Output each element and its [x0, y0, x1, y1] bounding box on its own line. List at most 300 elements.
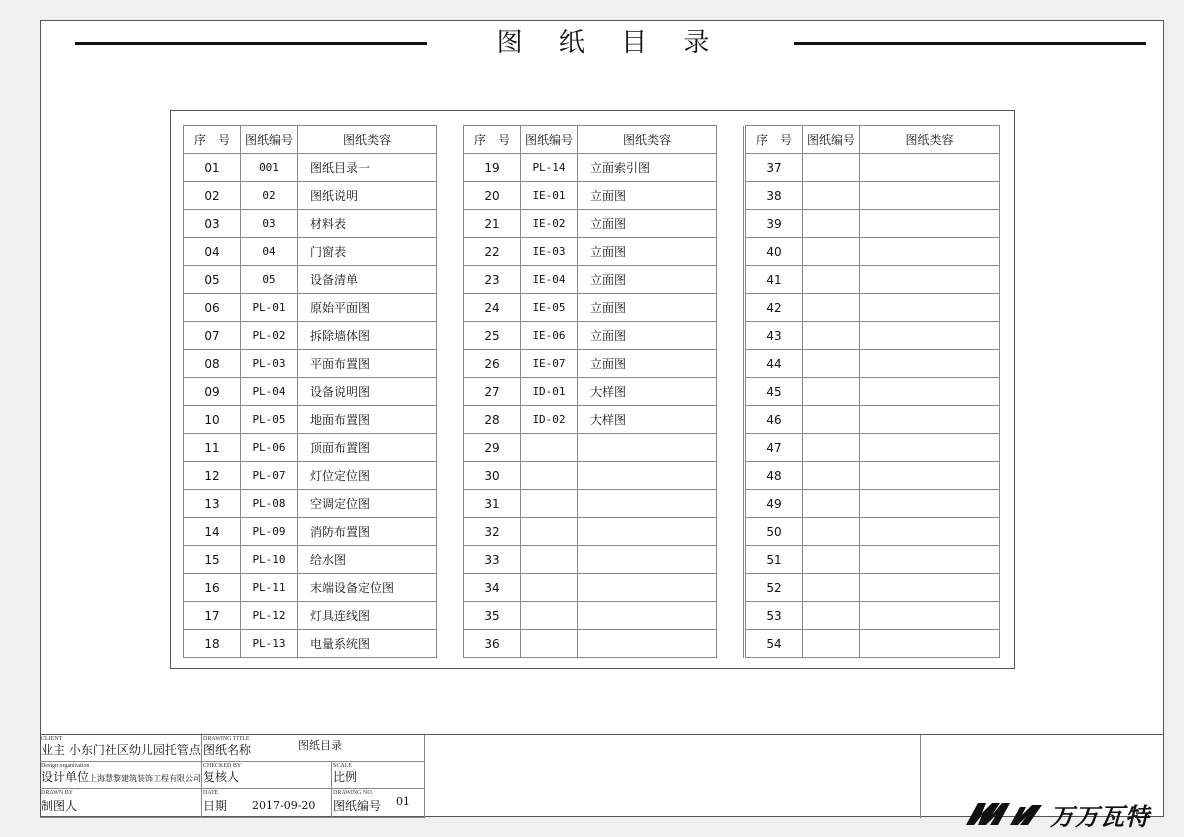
table-row — [464, 350, 744, 378]
seq-cell: 13 — [184, 490, 241, 518]
header-name: 图纸类容 — [860, 126, 1000, 154]
name-cell — [860, 462, 1000, 490]
code-cell: PL-03 — [241, 350, 298, 378]
table-row — [464, 518, 744, 546]
drawing-title-value: 图纸目录 — [298, 739, 342, 752]
column-gap — [717, 546, 744, 574]
column-gap — [717, 154, 744, 182]
column-gap — [717, 322, 744, 350]
name-cell: 立面图 — [578, 210, 717, 238]
table-row — [464, 266, 744, 294]
code-cell: PL-13 — [241, 630, 298, 658]
seq-cell: 04 — [184, 238, 241, 266]
seq-cell: 28 — [464, 406, 521, 434]
seq-cell: 51 — [746, 546, 803, 574]
column-gap — [717, 126, 744, 154]
design-org-label: 设计单位上海慧黎建筑装饰工程有限公司 — [41, 770, 202, 784]
name-cell — [578, 602, 717, 630]
name-cell: 材料表 — [298, 210, 437, 238]
name-cell: 设备清单 — [298, 266, 437, 294]
table-row — [184, 434, 464, 462]
code-cell — [803, 434, 860, 462]
table-row — [184, 378, 464, 406]
client-cell — [40, 735, 202, 762]
table-row — [746, 378, 1000, 406]
column-gap — [717, 490, 744, 518]
table-row — [464, 602, 744, 630]
table-row — [746, 462, 1000, 490]
name-cell: 消防布置图 — [298, 518, 437, 546]
table-row — [184, 574, 464, 602]
column-gap — [437, 182, 464, 210]
seq-cell: 22 — [464, 238, 521, 266]
mw-logo-icon — [964, 801, 1044, 827]
name-cell — [860, 378, 1000, 406]
column-gap — [437, 210, 464, 238]
header-code: 图纸编号 — [521, 126, 578, 154]
name-cell — [860, 238, 1000, 266]
name-cell — [860, 630, 1000, 658]
code-cell — [803, 210, 860, 238]
column-gap — [717, 238, 744, 266]
column-gap — [717, 266, 744, 294]
name-cell: 拆除墙体图 — [298, 322, 437, 350]
table-row — [746, 294, 1000, 322]
name-cell: 立面索引图 — [578, 154, 717, 182]
name-cell — [860, 602, 1000, 630]
code-cell — [521, 434, 578, 462]
column-gap — [717, 294, 744, 322]
drawing-no-label: 图纸编号 — [333, 799, 382, 813]
drawing-no-en-label: DRAWING NO. — [333, 790, 374, 796]
header-name: 图纸类容 — [578, 126, 717, 154]
table-row — [464, 546, 744, 574]
seq-cell: 26 — [464, 350, 521, 378]
name-cell: 电量系统图 — [298, 630, 437, 658]
name-cell — [578, 574, 717, 602]
code-cell — [803, 406, 860, 434]
column-gap — [717, 378, 744, 406]
seq-cell: 41 — [746, 266, 803, 294]
table-row — [464, 322, 744, 350]
column-gap — [717, 350, 744, 378]
name-cell: 空调定位图 — [298, 490, 437, 518]
column-gap — [437, 434, 464, 462]
seq-cell: 32 — [464, 518, 521, 546]
code-cell: IE-01 — [521, 182, 578, 210]
table-row — [184, 182, 464, 210]
column-gap — [717, 434, 744, 462]
table-row — [184, 322, 464, 350]
drawing-title-label: 图纸名称 — [203, 743, 252, 757]
seq-cell: 31 — [464, 490, 521, 518]
code-cell — [803, 266, 860, 294]
seq-cell: 10 — [184, 406, 241, 434]
name-cell — [578, 462, 717, 490]
table-row — [464, 574, 744, 602]
code-cell — [803, 322, 860, 350]
seq-cell: 01 — [184, 154, 241, 182]
table-row — [746, 266, 1000, 294]
code-cell — [521, 518, 578, 546]
code-cell — [803, 154, 860, 182]
name-cell: 平面布置图 — [298, 350, 437, 378]
code-cell: PL-08 — [241, 490, 298, 518]
blank-area — [425, 735, 921, 818]
code-cell: IE-05 — [521, 294, 578, 322]
name-cell — [860, 490, 1000, 518]
column-gap — [437, 462, 464, 490]
seq-cell: 11 — [184, 434, 241, 462]
name-cell: 地面布置图 — [298, 406, 437, 434]
table-row — [746, 210, 1000, 238]
name-cell — [860, 546, 1000, 574]
code-cell — [521, 630, 578, 658]
seq-cell: 23 — [464, 266, 521, 294]
column-gap — [437, 322, 464, 350]
catalog-table-2 — [463, 125, 744, 658]
code-cell — [803, 238, 860, 266]
table-row — [746, 238, 1000, 266]
table-row — [464, 490, 744, 518]
name-cell — [860, 154, 1000, 182]
code-cell: 001 — [241, 154, 298, 182]
table-row — [464, 182, 744, 210]
name-cell — [860, 574, 1000, 602]
column-gap — [717, 630, 744, 658]
code-cell: ID-02 — [521, 406, 578, 434]
code-cell — [521, 490, 578, 518]
drawn-label: 制图人 — [41, 799, 78, 813]
table-row — [184, 238, 464, 266]
code-cell — [803, 602, 860, 630]
client-value: 小东门社区幼儿园托管点 — [68, 743, 201, 757]
table-row — [464, 238, 744, 266]
column-gap — [717, 182, 744, 210]
table-row — [746, 322, 1000, 350]
table-row — [746, 574, 1000, 602]
column-gap — [437, 546, 464, 574]
code-cell: IE-04 — [521, 266, 578, 294]
table-row — [464, 378, 744, 406]
scale-en-label: SCALE — [333, 763, 353, 769]
table-row — [464, 406, 744, 434]
code-cell: IE-07 — [521, 350, 578, 378]
table-row — [184, 294, 464, 322]
seq-cell: 17 — [184, 602, 241, 630]
code-cell: 05 — [241, 266, 298, 294]
code-cell — [803, 546, 860, 574]
seq-cell: 09 — [184, 378, 241, 406]
code-cell — [521, 574, 578, 602]
seq-cell: 08 — [184, 350, 241, 378]
table-row — [184, 490, 464, 518]
seq-cell: 27 — [464, 378, 521, 406]
name-cell: 设备说明图 — [298, 378, 437, 406]
seq-cell: 43 — [746, 322, 803, 350]
column-gap — [437, 406, 464, 434]
column-gap — [437, 350, 464, 378]
column-gap — [717, 518, 744, 546]
table-row — [464, 154, 744, 182]
catalog-table-3 — [745, 125, 1000, 658]
code-cell — [803, 182, 860, 210]
table-row — [746, 350, 1000, 378]
column-gap — [717, 406, 744, 434]
name-cell — [860, 406, 1000, 434]
drawing-title-en-label: DRAWING TITLE — [203, 736, 250, 742]
code-cell: PL-11 — [241, 574, 298, 602]
header-seq: 序 号 — [746, 126, 803, 154]
seq-cell: 35 — [464, 602, 521, 630]
name-cell: 大样图 — [578, 378, 717, 406]
name-cell: 立面图 — [578, 266, 717, 294]
code-cell — [521, 602, 578, 630]
seq-cell: 38 — [746, 182, 803, 210]
seq-cell: 25 — [464, 322, 521, 350]
table-row — [746, 490, 1000, 518]
seq-cell: 06 — [184, 294, 241, 322]
seq-cell: 34 — [464, 574, 521, 602]
table-row — [184, 602, 464, 630]
seq-cell: 40 — [746, 238, 803, 266]
code-cell — [803, 518, 860, 546]
drawing-no-cell — [332, 789, 425, 818]
seq-cell: 46 — [746, 406, 803, 434]
name-cell: 灯具连线图 — [298, 602, 437, 630]
code-cell: PL-10 — [241, 546, 298, 574]
name-cell: 顶面布置图 — [298, 434, 437, 462]
date-value: 2017-09-20 — [252, 799, 316, 812]
date-en-label: DATE — [203, 790, 219, 796]
table-row — [184, 462, 464, 490]
checked-cell — [202, 762, 332, 789]
name-cell: 末端设备定位图 — [298, 574, 437, 602]
table-row — [184, 266, 464, 294]
date-cell — [202, 789, 332, 818]
seq-cell: 50 — [746, 518, 803, 546]
table-row — [184, 546, 464, 574]
name-cell: 立面图 — [578, 350, 717, 378]
seq-cell: 33 — [464, 546, 521, 574]
seq-cell: 52 — [746, 574, 803, 602]
name-cell — [578, 630, 717, 658]
seq-cell: 39 — [746, 210, 803, 238]
seq-cell: 15 — [184, 546, 241, 574]
checked-en-label: CHECKED BY — [203, 763, 242, 769]
seq-cell: 45 — [746, 378, 803, 406]
code-cell: ID-01 — [521, 378, 578, 406]
seq-cell: 47 — [746, 434, 803, 462]
table-row — [184, 518, 464, 546]
seq-cell: 30 — [464, 462, 521, 490]
column-gap — [437, 490, 464, 518]
table-row — [464, 434, 744, 462]
table-row — [464, 294, 744, 322]
seq-cell: 05 — [184, 266, 241, 294]
drawing-title-cell — [202, 735, 425, 762]
column-gap — [717, 210, 744, 238]
name-cell: 立面图 — [578, 238, 717, 266]
design-org-en-label: Design organization — [41, 763, 90, 769]
design-org-cell — [40, 762, 202, 789]
seq-cell: 53 — [746, 602, 803, 630]
name-cell — [860, 518, 1000, 546]
table-row — [184, 350, 464, 378]
code-cell — [803, 574, 860, 602]
seq-cell: 16 — [184, 574, 241, 602]
table-row — [464, 630, 744, 658]
column-gap — [437, 378, 464, 406]
code-cell — [803, 378, 860, 406]
name-cell — [860, 182, 1000, 210]
header-name: 图纸类容 — [298, 126, 437, 154]
seq-cell: 37 — [746, 154, 803, 182]
seq-cell: 12 — [184, 462, 241, 490]
table-row — [746, 182, 1000, 210]
name-cell — [860, 350, 1000, 378]
code-cell: 03 — [241, 210, 298, 238]
code-cell — [803, 294, 860, 322]
header-seq: 序 号 — [464, 126, 521, 154]
checked-label: 复核人 — [203, 770, 240, 784]
scale-cell — [332, 762, 425, 789]
column-gap — [437, 126, 464, 154]
name-cell — [578, 546, 717, 574]
table-row — [464, 462, 744, 490]
table-row — [184, 210, 464, 238]
seq-cell: 03 — [184, 210, 241, 238]
seq-cell: 20 — [464, 182, 521, 210]
seq-cell: 07 — [184, 322, 241, 350]
title-rule-right — [794, 42, 1146, 45]
code-cell: PL-07 — [241, 462, 298, 490]
name-cell: 大样图 — [578, 406, 717, 434]
column-gap — [437, 574, 464, 602]
name-cell: 立面图 — [578, 182, 717, 210]
code-cell: IE-03 — [521, 238, 578, 266]
code-cell: PL-06 — [241, 434, 298, 462]
code-cell — [521, 546, 578, 574]
seq-cell: 42 — [746, 294, 803, 322]
code-cell — [803, 490, 860, 518]
name-cell: 原始平面图 — [298, 294, 437, 322]
column-gap — [717, 462, 744, 490]
table-row — [746, 154, 1000, 182]
table-row — [746, 518, 1000, 546]
column-gap — [437, 238, 464, 266]
name-cell: 立面图 — [578, 294, 717, 322]
header-seq: 序 号 — [184, 126, 241, 154]
seq-cell: 18 — [184, 630, 241, 658]
name-cell — [860, 322, 1000, 350]
table-row — [184, 406, 464, 434]
name-cell: 立面图 — [578, 322, 717, 350]
code-cell: PL-14 — [521, 154, 578, 182]
client-label: 业主 小东门社区幼儿园托管点 — [41, 743, 201, 757]
column-gap — [717, 602, 744, 630]
name-cell: 给水图 — [298, 546, 437, 574]
column-gap — [437, 630, 464, 658]
code-cell: IE-06 — [521, 322, 578, 350]
seq-cell: 19 — [464, 154, 521, 182]
table-row — [746, 602, 1000, 630]
seq-cell: 44 — [746, 350, 803, 378]
code-cell: 04 — [241, 238, 298, 266]
name-cell — [578, 518, 717, 546]
column-gap — [437, 518, 464, 546]
name-cell — [860, 266, 1000, 294]
table-row — [746, 434, 1000, 462]
code-cell: PL-12 — [241, 602, 298, 630]
seq-cell: 49 — [746, 490, 803, 518]
column-gap — [437, 294, 464, 322]
date-label: 日期 — [203, 799, 228, 813]
page-title: 图 纸 目 录 — [496, 28, 724, 58]
column-gap — [437, 602, 464, 630]
column-gap — [437, 266, 464, 294]
table-row — [746, 406, 1000, 434]
code-cell — [803, 462, 860, 490]
brand-logo-text: 万万瓦特 — [1050, 802, 1150, 831]
seq-cell: 02 — [184, 182, 241, 210]
drawn-cell — [40, 789, 202, 818]
table-row — [464, 210, 744, 238]
code-cell — [521, 462, 578, 490]
seq-cell: 21 — [464, 210, 521, 238]
code-cell: PL-05 — [241, 406, 298, 434]
table-row — [746, 630, 1000, 658]
name-cell — [860, 294, 1000, 322]
title-rule-left — [75, 42, 427, 45]
brand-logo — [964, 797, 1150, 831]
code-cell: PL-04 — [241, 378, 298, 406]
name-cell — [860, 434, 1000, 462]
name-cell: 门窗表 — [298, 238, 437, 266]
seq-cell: 29 — [464, 434, 521, 462]
header-code: 图纸编号 — [803, 126, 860, 154]
code-cell — [803, 630, 860, 658]
code-cell: PL-01 — [241, 294, 298, 322]
code-cell — [803, 350, 860, 378]
drawn-en-label: DRAWN BY — [41, 790, 74, 796]
seq-cell: 36 — [464, 630, 521, 658]
column-gap — [437, 154, 464, 182]
name-cell: 灯位定位图 — [298, 462, 437, 490]
seq-cell: 14 — [184, 518, 241, 546]
name-cell: 图纸目录一 — [298, 154, 437, 182]
design-org-value: 上海慧黎建筑装饰工程有限公司 — [89, 774, 202, 783]
name-cell: 图纸说明 — [298, 182, 437, 210]
seq-cell: 48 — [746, 462, 803, 490]
name-cell — [578, 490, 717, 518]
name-cell — [860, 210, 1000, 238]
code-cell: IE-02 — [521, 210, 578, 238]
drawing-no-value: 01 — [396, 795, 410, 808]
code-cell: PL-09 — [241, 518, 298, 546]
table-row — [746, 546, 1000, 574]
seq-cell: 24 — [464, 294, 521, 322]
scale-label: 比例 — [333, 770, 358, 784]
client-en-label: CLIENT — [41, 736, 63, 742]
seq-cell: 54 — [746, 630, 803, 658]
column-gap — [717, 574, 744, 602]
table-row — [184, 154, 464, 182]
catalog-table-1 — [183, 125, 464, 658]
name-cell — [578, 434, 717, 462]
header-code: 图纸编号 — [241, 126, 298, 154]
code-cell: PL-02 — [241, 322, 298, 350]
